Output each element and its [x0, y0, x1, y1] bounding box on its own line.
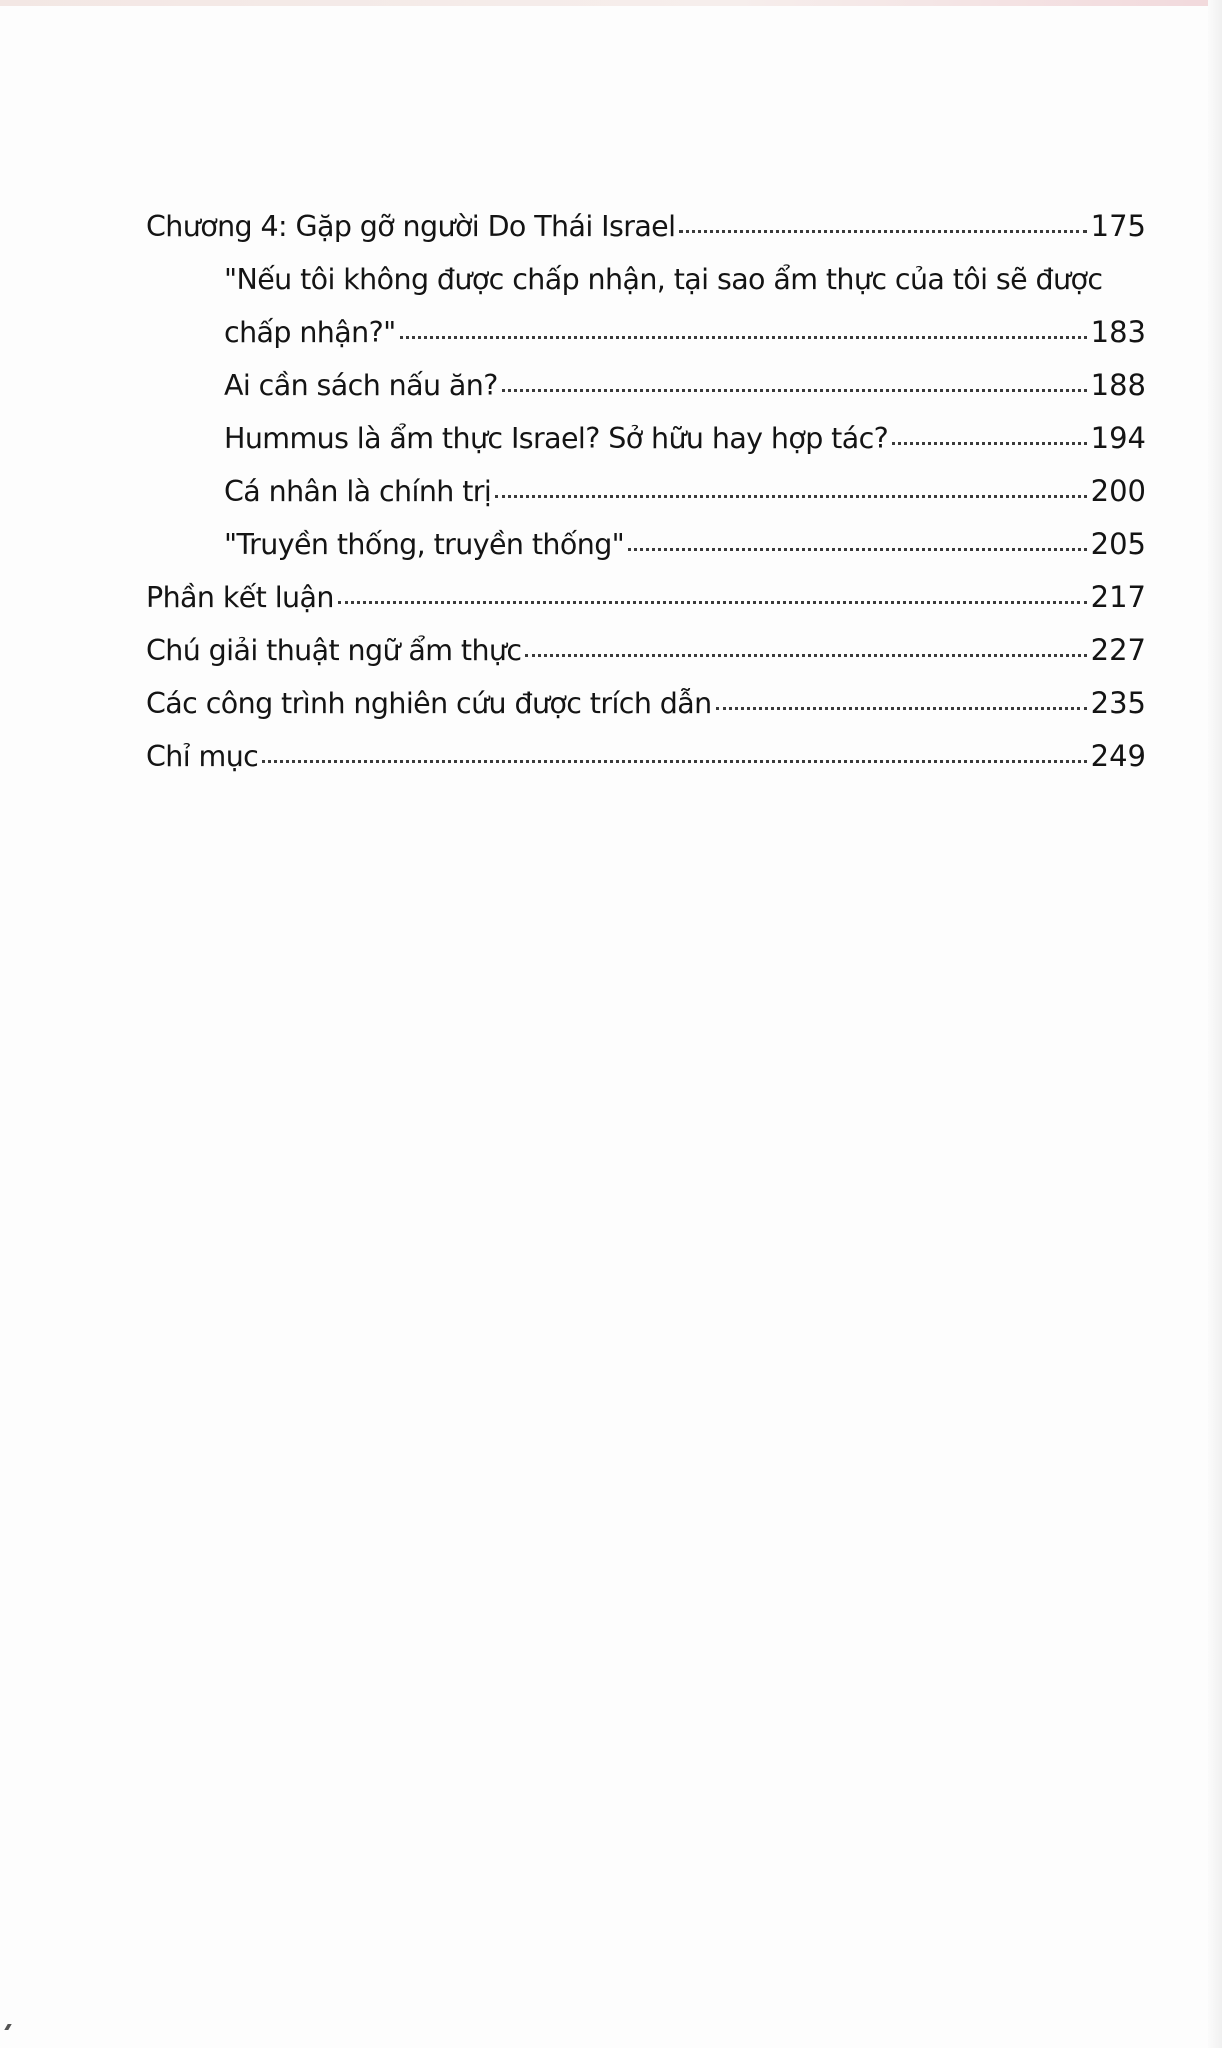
dot-leader: [628, 547, 1086, 551]
table-of-contents: [146, 200, 1146, 783]
dot-leader: [262, 759, 1086, 763]
toc-page-number: 200: [1090, 474, 1146, 508]
toc-page-number: 217: [1090, 580, 1146, 614]
toc-entry-label: Các công trình nghiên cứu được trích dẫn: [146, 687, 712, 720]
page-right-edge: [1208, 0, 1222, 2048]
toc-entry-works-cited: [146, 677, 1146, 730]
toc-entry-continuation: [146, 306, 1146, 359]
toc-entry-tradition: [146, 518, 1146, 571]
dot-leader: [502, 388, 1087, 392]
toc-entry-glossary: [146, 624, 1146, 677]
toc-page-number: 175: [1090, 209, 1146, 243]
toc-entry-index: [146, 730, 1146, 783]
toc-entry-hummus: [146, 412, 1146, 465]
toc-entry-label: Cá nhân là chính trị: [224, 475, 492, 508]
toc-entry-cookbook: [146, 359, 1146, 412]
toc-entry-conclusion: [146, 571, 1146, 624]
toc-page-number: 194: [1090, 421, 1146, 455]
toc-page-number: 183: [1090, 315, 1146, 349]
dot-leader: [495, 494, 1086, 498]
toc-page-number: 188: [1090, 368, 1146, 402]
toc-entry-label: Phần kết luận: [146, 581, 334, 614]
dot-leader: [716, 706, 1087, 710]
toc-page-number: 205: [1090, 527, 1146, 561]
toc-page-number: 235: [1090, 686, 1146, 720]
dot-leader: [892, 441, 1086, 445]
toc-page-number: 227: [1090, 633, 1146, 667]
toc-entry-label: chấp nhận?": [224, 316, 396, 349]
toc-entry-label: Chỉ mục: [146, 740, 259, 773]
toc-entry-label: Hummus là ẩm thực Israel? Sở hữu hay hợp tác?: [224, 422, 889, 455]
dot-leader: [525, 653, 1086, 657]
toc-page-number: 249: [1090, 739, 1146, 773]
dot-leader: [338, 600, 1087, 604]
dot-leader: [400, 335, 1087, 339]
page-top-edge: [0, 0, 1222, 6]
toc-entry-personal-political: [146, 465, 1146, 518]
toc-entry-label: Chú giải thuật ngữ ẩm thực: [146, 634, 522, 667]
dot-leader: [679, 229, 1086, 233]
scan-speck: [4, 2024, 11, 2030]
toc-entry-label: "Truyền thống, truyền thống": [224, 528, 625, 561]
toc-entry-label: Ai cần sách nấu ăn?: [224, 369, 498, 402]
toc-entry-label: Chương 4: Gặp gỡ người Do Thái Israel: [146, 210, 676, 243]
toc-entry-label: "Nếu tôi không được chấp nhận, tại sao ẩm thực của tôi sẽ được: [224, 263, 1103, 296]
toc-entry-chapter-4: [146, 200, 1146, 253]
toc-entry-line: [146, 253, 1146, 306]
